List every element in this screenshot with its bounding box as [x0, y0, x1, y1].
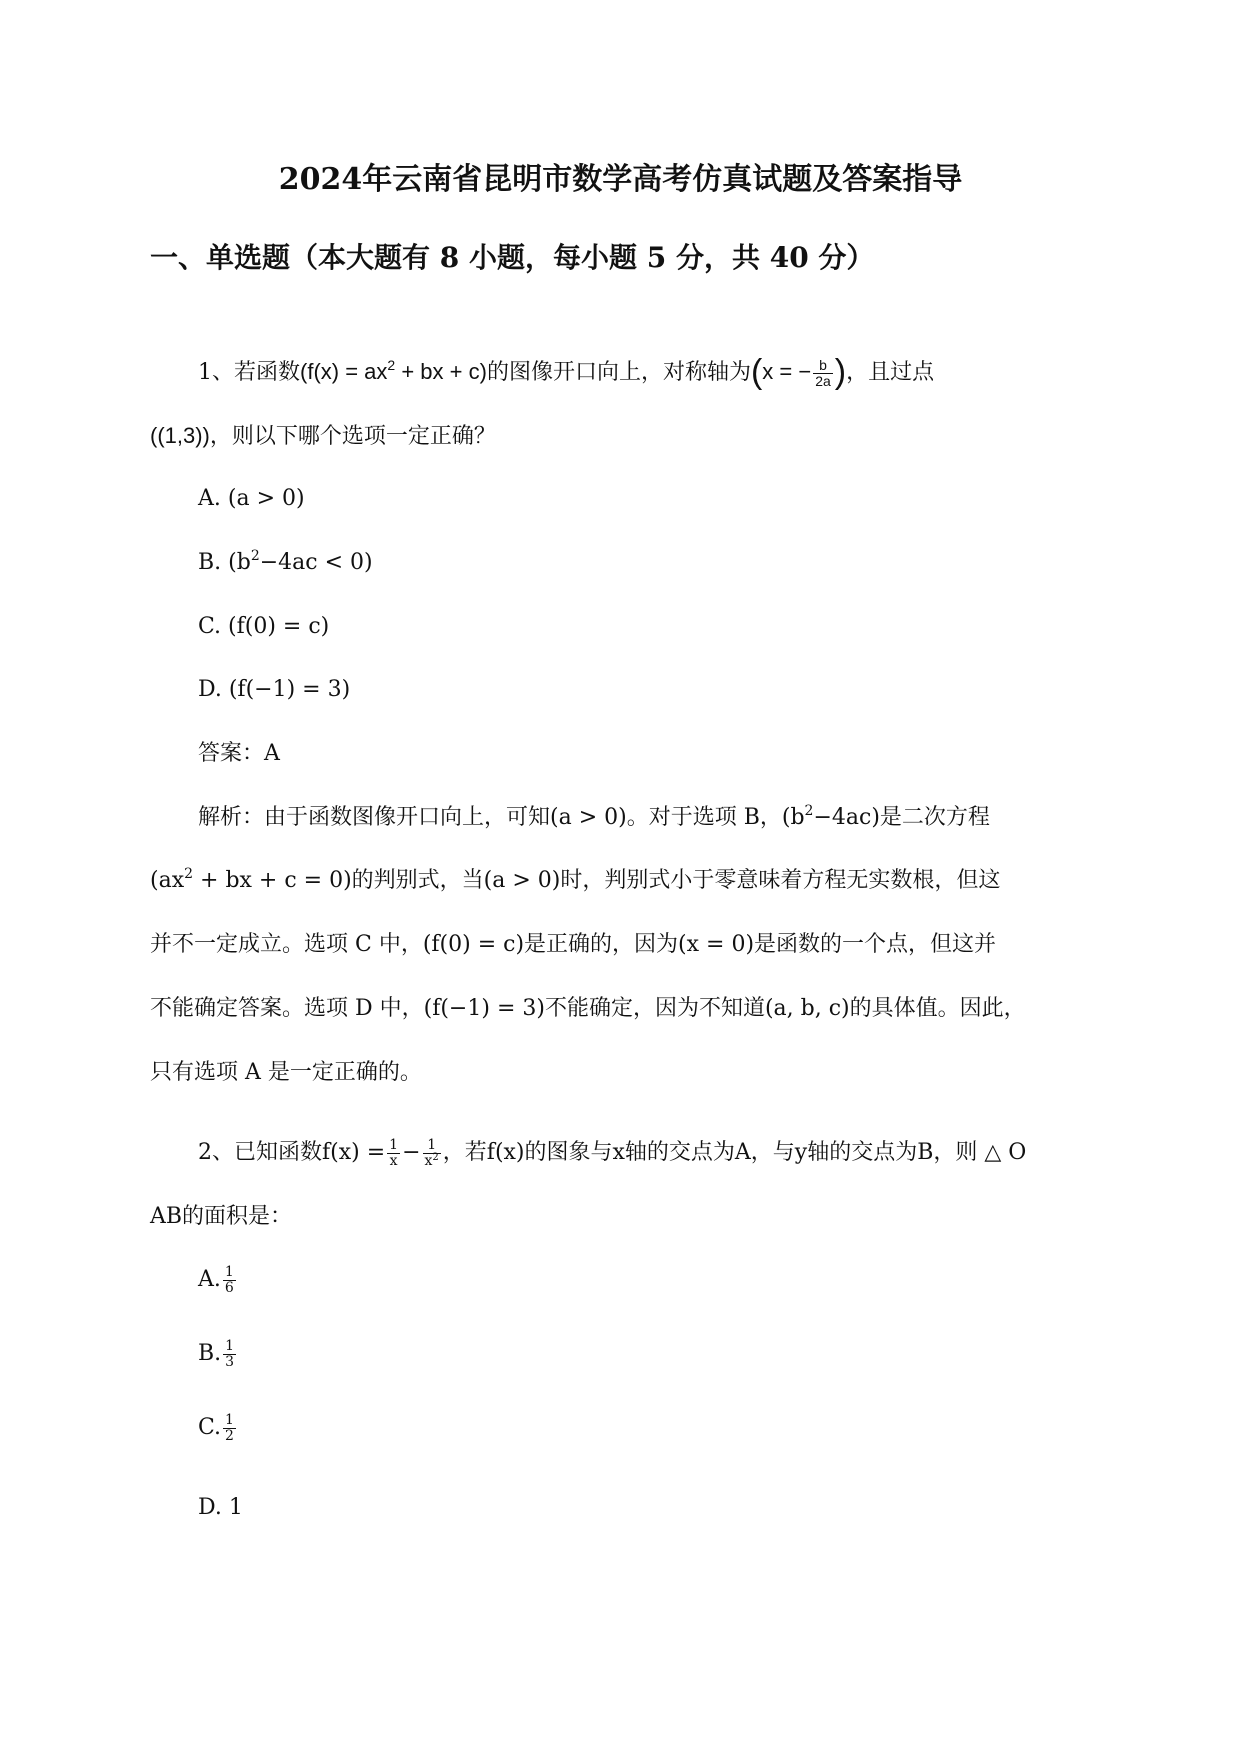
q2-fraction-2: $\frac{1}{x^2}$: [424, 1136, 439, 1169]
q1-analysis-line-4: 不能确定答案。选项 D 中，(f(−1) = 3)不能确定，因为不知道(a, b, c)的具体值。因此，: [150, 996, 1026, 1021]
q1-axis-fraction: $\frac{b}{2a}$: [815, 356, 831, 389]
q2-stem-line-1: 2、已知函数f(x) = $\frac{1}{x}$ − $\frac{1}{x^2}$ ，若f(x)的图象与x轴的交点为A，与y轴的交点为B，则 △ O: [198, 1136, 1027, 1169]
q1-point: ((1,3)): [150, 423, 210, 448]
q2-fraction-1: $\frac{1}{x}$: [389, 1136, 399, 1169]
q1-stem-line-2: [150, 418, 496, 455]
q1-answer: 答案：A: [198, 741, 280, 766]
q1-stem-mid: 的图像开口向上，对称轴为: [486, 360, 751, 385]
q1-option-b: B. $(b^2-4ac < 0)$: [198, 548, 373, 575]
q1-analysis-line-2: ($ax^2$ + bx + c = 0)的判别式，当(a > 0)时，判别式小于零意味着方程无实数根，但这: [150, 866, 1001, 893]
section-heading: 一、单选题（本大题有 8 小题，每小题 5 分，共 40 分）: [150, 241, 875, 274]
q2-option-b: B. $\frac{1}{3}$: [198, 1337, 235, 1370]
q1-axis: (x = − $\frac{b}{2a}$ ): [750, 353, 847, 391]
q2-option-c-fraction: $\frac{1}{2}$: [225, 1411, 234, 1444]
q2-option-c: C. $\frac{1}{2}$: [198, 1411, 234, 1444]
q2-option-d: D. 1: [198, 1495, 243, 1520]
q2-number: 2、: [198, 1140, 234, 1165]
q2-stem-post: ，若f(x)的图象与x轴的交点为A，与y轴的交点为B，则 △ O: [442, 1140, 1027, 1165]
q1-analysis-line-1: 解析：由于函数图像开口向上，可知(a > 0)。对于选项 B，$(b^2-4ac)$是二次方程: [198, 803, 990, 830]
q2-option-a: A. $\frac{1}{6}$: [198, 1263, 234, 1296]
q2-option-b-fraction: $\frac{1}{3}$: [225, 1337, 235, 1370]
q1-stem-pre: 若函数: [234, 360, 301, 385]
q1-option-c: C. (f(0) = c): [198, 614, 330, 639]
q1-number: 1、: [198, 360, 234, 385]
q1-stem-line-1: [198, 354, 934, 391]
q1-stem-post: ，且过点: [846, 360, 935, 385]
q1-option-d: D. (f(−1) = 3): [198, 677, 351, 702]
q2-stem-pre: 已知函数f(x) =: [234, 1140, 386, 1165]
q1-analysis-line-3: 并不一定成立。选项 C 中，(f(0) = c)是正确的，因为(x = 0)是函数的一个点，但这并: [150, 932, 997, 957]
q1-function: ($f(x) = ax^2$ + bx + c): [300, 357, 487, 384]
q2-option-a-fraction: $\frac{1}{6}$: [224, 1263, 234, 1296]
q1-option-a: A. (a > 0): [198, 486, 305, 511]
q2-stem-line-2: AB的面积是：: [150, 1204, 293, 1229]
q1-analysis-line-5: 只有选项 A 是一定正确的。: [150, 1060, 422, 1085]
document-title: 2024年云南省昆明市数学高考仿真试题及答案指导: [278, 162, 963, 197]
q1-stem-end: ，则以下哪个选项一定正确？: [209, 424, 496, 449]
